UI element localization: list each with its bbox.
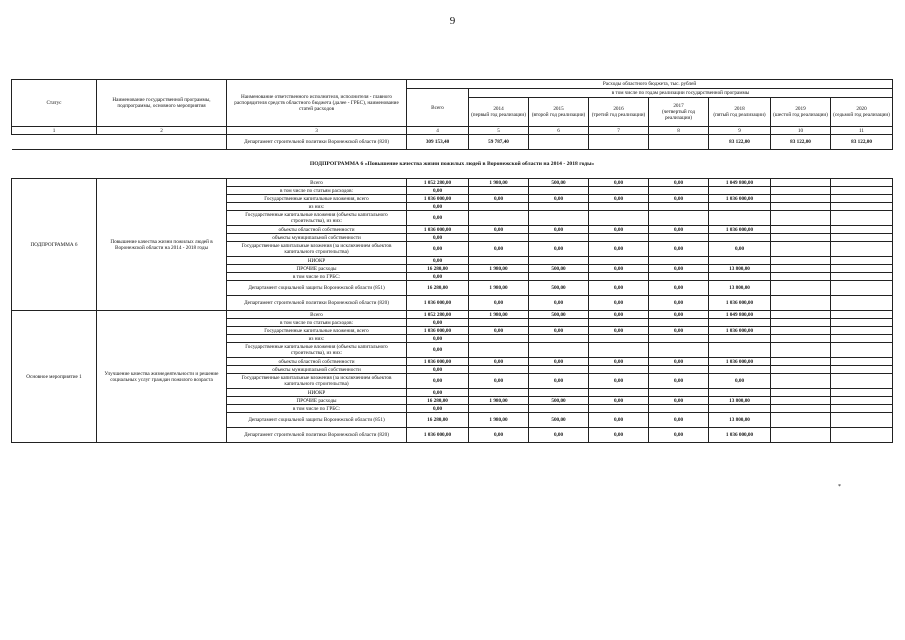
column-number: 2 (97, 127, 227, 135)
row-value-y2018: 1 049 800,00 (709, 179, 771, 187)
row-value-y2019 (771, 273, 831, 281)
row-value-y2020 (831, 358, 893, 366)
row-value-total: 0,00 (407, 203, 469, 211)
row-value-y2016: 0,00 (589, 397, 649, 405)
row-value-y2014: 0,00 (469, 296, 529, 311)
row-value-total: 0,00 (407, 319, 469, 327)
row-value-y2018 (709, 187, 771, 195)
row-value-y2016 (589, 389, 649, 397)
row-value-y2019 (771, 358, 831, 366)
row-value-y2015 (529, 366, 589, 374)
column-number: 1 (12, 127, 97, 135)
row-value-y2015: 0,00 (529, 296, 589, 311)
row-value-y2020 (831, 211, 893, 226)
row-value-y2016: 0,00 (589, 296, 649, 311)
row-value-y2019 (771, 187, 831, 195)
row-value-y2015 (529, 187, 589, 195)
row-value-y2017 (649, 187, 709, 195)
row-value-y2017: 0,00 (649, 374, 709, 389)
row-value-y2017 (649, 343, 709, 358)
row-value-y2018: 13 800,00 (709, 413, 771, 428)
top-row (12, 135, 893, 150)
row-value-y2019 (771, 405, 831, 413)
top-row-2019: 83 122,00 (771, 135, 831, 150)
header-year-label: (первый год реализации) (471, 112, 526, 118)
row-value-y2017: 0,00 (649, 226, 709, 234)
row-value-y2020 (831, 203, 893, 211)
row-value-y2018: 0,00 (709, 374, 771, 389)
row-value-y2018 (709, 257, 771, 265)
row-value-total: 16 280,00 (407, 397, 469, 405)
row-value-total: 0,00 (407, 389, 469, 397)
row-value-y2016: 0,00 (589, 428, 649, 443)
row-label: объекты муниципальной собственности (227, 366, 407, 374)
top-row-label: Департамент строительной политики Воронежской области (820) (227, 135, 407, 150)
row-value-y2015 (529, 211, 589, 226)
row-value-y2015 (529, 343, 589, 358)
top-row-2014: 59 787,40 (469, 135, 529, 150)
row-value-y2018: 13 800,00 (709, 265, 771, 273)
row-value-y2014 (469, 343, 529, 358)
column-number: 6 (529, 127, 589, 135)
row-value-y2017: 0,00 (649, 179, 709, 187)
row-value-y2016: 0,00 (589, 311, 649, 319)
row-value-y2016 (589, 211, 649, 226)
row-value-total: 0,00 (407, 273, 469, 281)
row-value-y2014 (469, 273, 529, 281)
row-value-y2016 (589, 187, 649, 195)
block1-status: ПОДПРОГРАММА 6 (12, 179, 97, 311)
header-year-number: 2016 (613, 106, 624, 112)
row-value-y2016: 0,00 (589, 327, 649, 335)
header-year-label: (шестой год реализации) (773, 112, 828, 118)
row-value-y2018: 1 036 000,00 (709, 327, 771, 335)
row-value-y2016 (589, 273, 649, 281)
row-label: в том числе по ГРБС: (227, 405, 407, 413)
row-value-y2017 (649, 335, 709, 343)
row-value-y2017: 0,00 (649, 327, 709, 335)
top-row-2018: 83 122,00 (709, 135, 771, 150)
row-value-total: 16 280,00 (407, 265, 469, 273)
header-total: Всего (407, 89, 469, 127)
row-label: Государственные капитальные вложения (за исключением объектов капитального строительства) (227, 374, 407, 389)
row-value-y2020 (831, 428, 893, 443)
row-value-y2020 (831, 343, 893, 358)
row-value-total: 0,00 (407, 366, 469, 374)
row-value-y2019 (771, 343, 831, 358)
row-value-y2018: 0,00 (709, 242, 771, 257)
row-value-total: 0,00 (407, 343, 469, 358)
row-value-y2016: 0,00 (589, 179, 649, 187)
row-value-y2018: 1 036 000,00 (709, 226, 771, 234)
row-value-y2014: 1 980,00 (469, 413, 529, 428)
row-value-y2014 (469, 405, 529, 413)
row-label: Департамент строительной политики Воронежской области (820) (227, 296, 407, 311)
row-value-y2015: 500,00 (529, 281, 589, 296)
row-value-total: 16 280,00 (407, 281, 469, 296)
row-value-y2014: 0,00 (469, 242, 529, 257)
row-value-y2019 (771, 335, 831, 343)
row-value-total: 1 036 000,00 (407, 358, 469, 366)
row-value-y2017 (649, 389, 709, 397)
row-value-y2014: 1 980,00 (469, 179, 529, 187)
row-value-y2020 (831, 397, 893, 405)
row-label: Всего (227, 179, 407, 187)
row-label: в том числе по ГРБС: (227, 273, 407, 281)
row-value-y2018 (709, 389, 771, 397)
row-value-y2019 (771, 319, 831, 327)
row-value-y2017: 0,00 (649, 311, 709, 319)
row-value-y2019 (771, 374, 831, 389)
row-label: в том числе по статьям расходов: (227, 319, 407, 327)
row-value-y2019 (771, 195, 831, 203)
row-value-y2014 (469, 203, 529, 211)
row-value-y2020 (831, 319, 893, 327)
row-value-y2020 (831, 265, 893, 273)
row-value-total: 0,00 (407, 242, 469, 257)
row-value-total: 16 280,00 (407, 413, 469, 428)
header-year-number: 2017 (673, 103, 684, 109)
row-value-y2017 (649, 319, 709, 327)
row-label: объекты областной собственности (227, 358, 407, 366)
row-value-total: 1 052 280,00 (407, 311, 469, 319)
header-year-number: 2018 (734, 106, 745, 112)
row-value-y2016: 0,00 (589, 413, 649, 428)
row-value-y2016: 0,00 (589, 242, 649, 257)
row-value-y2015: 0,00 (529, 358, 589, 366)
table-row (12, 179, 893, 187)
row-value-y2018 (709, 366, 771, 374)
row-label: Департамент социальной защиты Воронежской области (851) (227, 281, 407, 296)
row-label: Государственные капитальные вложения (объекты капитального строительства), из них: (227, 343, 407, 358)
header-by-years: в том числе по годам реализации государственной программы (469, 89, 893, 98)
row-value-y2015 (529, 273, 589, 281)
row-value-y2020 (831, 226, 893, 234)
page-number: 9 (449, 15, 456, 27)
column-number: 7 (589, 127, 649, 135)
row-value-y2015: 0,00 (529, 374, 589, 389)
row-label: Государственные капитальные вложения (объекты капитального строительства), из них: (227, 211, 407, 226)
row-value-y2018 (709, 211, 771, 226)
row-value-y2014: 0,00 (469, 327, 529, 335)
row-label: НИОКР (227, 389, 407, 397)
row-value-y2018: 13 800,00 (709, 281, 771, 296)
row-value-y2015: 500,00 (529, 311, 589, 319)
header-year-2014 (469, 98, 529, 127)
row-value-y2018: 1 036 000,00 (709, 296, 771, 311)
row-value-y2019 (771, 389, 831, 397)
row-value-y2015 (529, 389, 589, 397)
row-value-y2016: 0,00 (589, 265, 649, 273)
row-value-y2018: 1 036 000,00 (709, 428, 771, 443)
corner-mark: * (838, 484, 841, 490)
header-year-2019 (771, 98, 831, 127)
row-value-y2014: 0,00 (469, 195, 529, 203)
row-value-y2014 (469, 211, 529, 226)
row-value-y2014: 0,00 (469, 226, 529, 234)
row-value-y2018: 1 049 800,00 (709, 311, 771, 319)
row-value-total: 1 036 000,00 (407, 428, 469, 443)
row-label: Государственные капитальные вложения (за исключением объектов капитального строительства) (227, 242, 407, 257)
row-value-y2017 (649, 211, 709, 226)
row-value-y2020 (831, 195, 893, 203)
row-value-y2019 (771, 311, 831, 319)
row-value-y2016 (589, 343, 649, 358)
row-value-y2018 (709, 343, 771, 358)
row-value-y2019 (771, 257, 831, 265)
row-value-y2014 (469, 187, 529, 195)
row-value-y2020 (831, 187, 893, 195)
row-value-y2019 (771, 226, 831, 234)
row-label: Государственные капитальные вложения, всего (227, 195, 407, 203)
row-value-y2019 (771, 242, 831, 257)
row-value-total: 1 036 000,00 (407, 226, 469, 234)
row-value-y2020 (831, 413, 893, 428)
row-value-total: 0,00 (407, 374, 469, 389)
row-value-y2014: 1 980,00 (469, 311, 529, 319)
row-value-y2014: 1 980,00 (469, 397, 529, 405)
row-value-y2016: 0,00 (589, 281, 649, 296)
row-value-total: 0,00 (407, 257, 469, 265)
row-label: объекты муниципальной собственности (227, 234, 407, 242)
row-value-y2016: 0,00 (589, 226, 649, 234)
header-expenses-title: Расходы областного бюджета, тыс. рублей (407, 80, 893, 89)
row-value-y2020 (831, 257, 893, 265)
row-label: из них: (227, 335, 407, 343)
row-value-y2016 (589, 203, 649, 211)
row-value-y2020 (831, 327, 893, 335)
header-status: Статус (12, 80, 97, 127)
row-value-y2016 (589, 257, 649, 265)
row-value-y2014: 1 980,00 (469, 281, 529, 296)
row-value-y2015 (529, 257, 589, 265)
row-value-y2019 (771, 428, 831, 443)
row-value-y2020 (831, 242, 893, 257)
row-value-y2014: 0,00 (469, 358, 529, 366)
row-value-y2014: 0,00 (469, 374, 529, 389)
row-value-y2020 (831, 335, 893, 343)
row-value-y2018 (709, 234, 771, 242)
row-label: Департамент социальной защиты Воронежской области (851) (227, 413, 407, 428)
row-label: ПРОЧИЕ расходы (227, 397, 407, 405)
row-value-y2020 (831, 179, 893, 187)
row-value-y2017 (649, 273, 709, 281)
row-value-total: 1 036 000,00 (407, 296, 469, 311)
row-label: в том числе по статьям расходов: (227, 187, 407, 195)
row-value-y2020 (831, 366, 893, 374)
row-value-y2014 (469, 366, 529, 374)
header-year-number: 2019 (795, 106, 806, 112)
column-number: 3 (227, 127, 407, 135)
row-value-y2018 (709, 203, 771, 211)
block1-name: Повышение качества жизни пожилых людей в Воронежской области на 2014 - 2018 годы (97, 179, 227, 311)
row-value-y2015: 500,00 (529, 179, 589, 187)
row-value-y2017: 0,00 (649, 413, 709, 428)
row-value-y2020 (831, 311, 893, 319)
row-value-y2019 (771, 366, 831, 374)
row-value-y2019 (771, 413, 831, 428)
block2-name: Улучшение качества жизнедеятельности и решение социальных услуг граждан пожилого возраста (97, 311, 227, 443)
row-value-y2018: 13 800,00 (709, 397, 771, 405)
header-year-label: (второй год реализации) (531, 112, 586, 118)
row-value-y2019 (771, 327, 831, 335)
column-number: 11 (831, 127, 893, 135)
row-value-y2020 (831, 281, 893, 296)
row-value-y2018 (709, 319, 771, 327)
row-label: Всего (227, 311, 407, 319)
row-value-y2018 (709, 405, 771, 413)
row-label: ПРОЧИЕ расходы (227, 265, 407, 273)
column-number: 9 (709, 127, 771, 135)
row-label: объекты областной собственности (227, 226, 407, 234)
row-value-y2020 (831, 389, 893, 397)
row-value-y2016 (589, 335, 649, 343)
row-value-y2015: 0,00 (529, 226, 589, 234)
subprogram-title: ПОДПРОГРАММА 6 «Повышение качества жизни пожилых людей в Воронежской области на 2014 - 2018 годы» (12, 150, 893, 179)
row-value-y2014: 1 980,00 (469, 265, 529, 273)
column-number: 10 (771, 127, 831, 135)
row-value-y2015: 500,00 (529, 265, 589, 273)
row-value-y2019 (771, 296, 831, 311)
top-row-2020: 83 122,00 (831, 135, 893, 150)
row-value-y2018: 1 036 000,00 (709, 358, 771, 366)
row-value-y2019 (771, 397, 831, 405)
row-label: Департамент строительной политики Воронежской области (820) (227, 428, 407, 443)
row-value-y2015: 500,00 (529, 413, 589, 428)
header-year-label: (седьмой год реализации) (833, 112, 890, 118)
row-value-y2016 (589, 319, 649, 327)
block2-status: Основное мероприятие 1 (12, 311, 97, 443)
row-value-y2015 (529, 319, 589, 327)
header-program: Наименование государственной программы, подпрограммы, основного мероприятия (97, 80, 227, 127)
row-value-y2017: 0,00 (649, 296, 709, 311)
row-value-y2014 (469, 234, 529, 242)
row-value-total: 0,00 (407, 234, 469, 242)
header-year-label: (четвертый год реализации) (661, 109, 696, 121)
row-value-total: 0,00 (407, 335, 469, 343)
header-year-number: 2020 (856, 106, 867, 112)
column-number: 4 (407, 127, 469, 135)
header-year-2017 (649, 98, 709, 127)
column-number: 8 (649, 127, 709, 135)
row-value-y2016: 0,00 (589, 195, 649, 203)
row-value-y2015 (529, 335, 589, 343)
row-value-y2018: 1 036 000,00 (709, 195, 771, 203)
row-value-y2014 (469, 335, 529, 343)
row-value-y2017 (649, 257, 709, 265)
row-value-y2014 (469, 319, 529, 327)
row-value-y2019 (771, 211, 831, 226)
row-value-total: 1 036 000,00 (407, 327, 469, 335)
header-year-label: (третий год реализации) (591, 112, 646, 118)
row-value-y2019 (771, 234, 831, 242)
row-value-y2014 (469, 389, 529, 397)
row-value-total: 0,00 (407, 211, 469, 226)
row-value-y2017: 0,00 (649, 242, 709, 257)
row-value-total: 1 036 000,00 (407, 195, 469, 203)
header-year-2016 (589, 98, 649, 127)
row-value-total: 0,00 (407, 405, 469, 413)
row-value-y2015 (529, 203, 589, 211)
table-row (12, 311, 893, 319)
row-value-y2015 (529, 405, 589, 413)
row-value-y2017: 0,00 (649, 195, 709, 203)
row-value-y2018 (709, 273, 771, 281)
header-year-number: 2014 (493, 106, 504, 112)
row-value-y2017: 0,00 (649, 281, 709, 296)
row-value-y2017 (649, 366, 709, 374)
budget-table (11, 79, 893, 443)
row-value-y2016: 0,00 (589, 358, 649, 366)
row-value-y2014: 0,00 (469, 428, 529, 443)
row-value-y2015: 500,00 (529, 397, 589, 405)
row-value-y2015 (529, 234, 589, 242)
row-value-y2019 (771, 203, 831, 211)
row-value-y2016: 0,00 (589, 374, 649, 389)
row-value-y2017: 0,00 (649, 428, 709, 443)
row-value-y2017 (649, 203, 709, 211)
row-value-y2017: 0,00 (649, 265, 709, 273)
row-value-y2020 (831, 234, 893, 242)
row-value-y2019 (771, 179, 831, 187)
header-year-2018 (709, 98, 771, 127)
header-year-2015 (529, 98, 589, 127)
row-value-y2015: 0,00 (529, 242, 589, 257)
row-value-y2016 (589, 405, 649, 413)
row-value-y2020 (831, 273, 893, 281)
row-value-y2014 (469, 257, 529, 265)
header-year-number: 2015 (553, 106, 564, 112)
row-value-y2015: 0,00 (529, 428, 589, 443)
header-year-2020 (831, 98, 893, 127)
column-number: 5 (469, 127, 529, 135)
row-value-y2020 (831, 405, 893, 413)
row-value-y2020 (831, 374, 893, 389)
row-value-y2020 (831, 296, 893, 311)
row-label: Государственные капитальные вложения, всего (227, 327, 407, 335)
header-year-label: (пятый год реализации) (713, 112, 766, 118)
row-value-y2019 (771, 281, 831, 296)
row-label: НИОКР (227, 257, 407, 265)
header-responsible: Наименование ответственного исполнителя, исполнителя - главного распорядителя средств областного бюджета (далее - ГРБС), наименование статей расходов (227, 80, 407, 127)
row-value-y2015: 0,00 (529, 327, 589, 335)
row-value-y2015: 0,00 (529, 195, 589, 203)
row-value-y2018 (709, 335, 771, 343)
row-value-y2017 (649, 405, 709, 413)
top-row-total: 309 153,40 (407, 135, 469, 150)
row-value-y2016 (589, 234, 649, 242)
row-label: из них: (227, 203, 407, 211)
row-value-total: 0,00 (407, 187, 469, 195)
row-value-y2019 (771, 265, 831, 273)
row-value-y2016 (589, 366, 649, 374)
row-value-y2017 (649, 234, 709, 242)
row-value-total: 1 052 280,00 (407, 179, 469, 187)
row-value-y2017: 0,00 (649, 397, 709, 405)
row-value-y2017: 0,00 (649, 358, 709, 366)
